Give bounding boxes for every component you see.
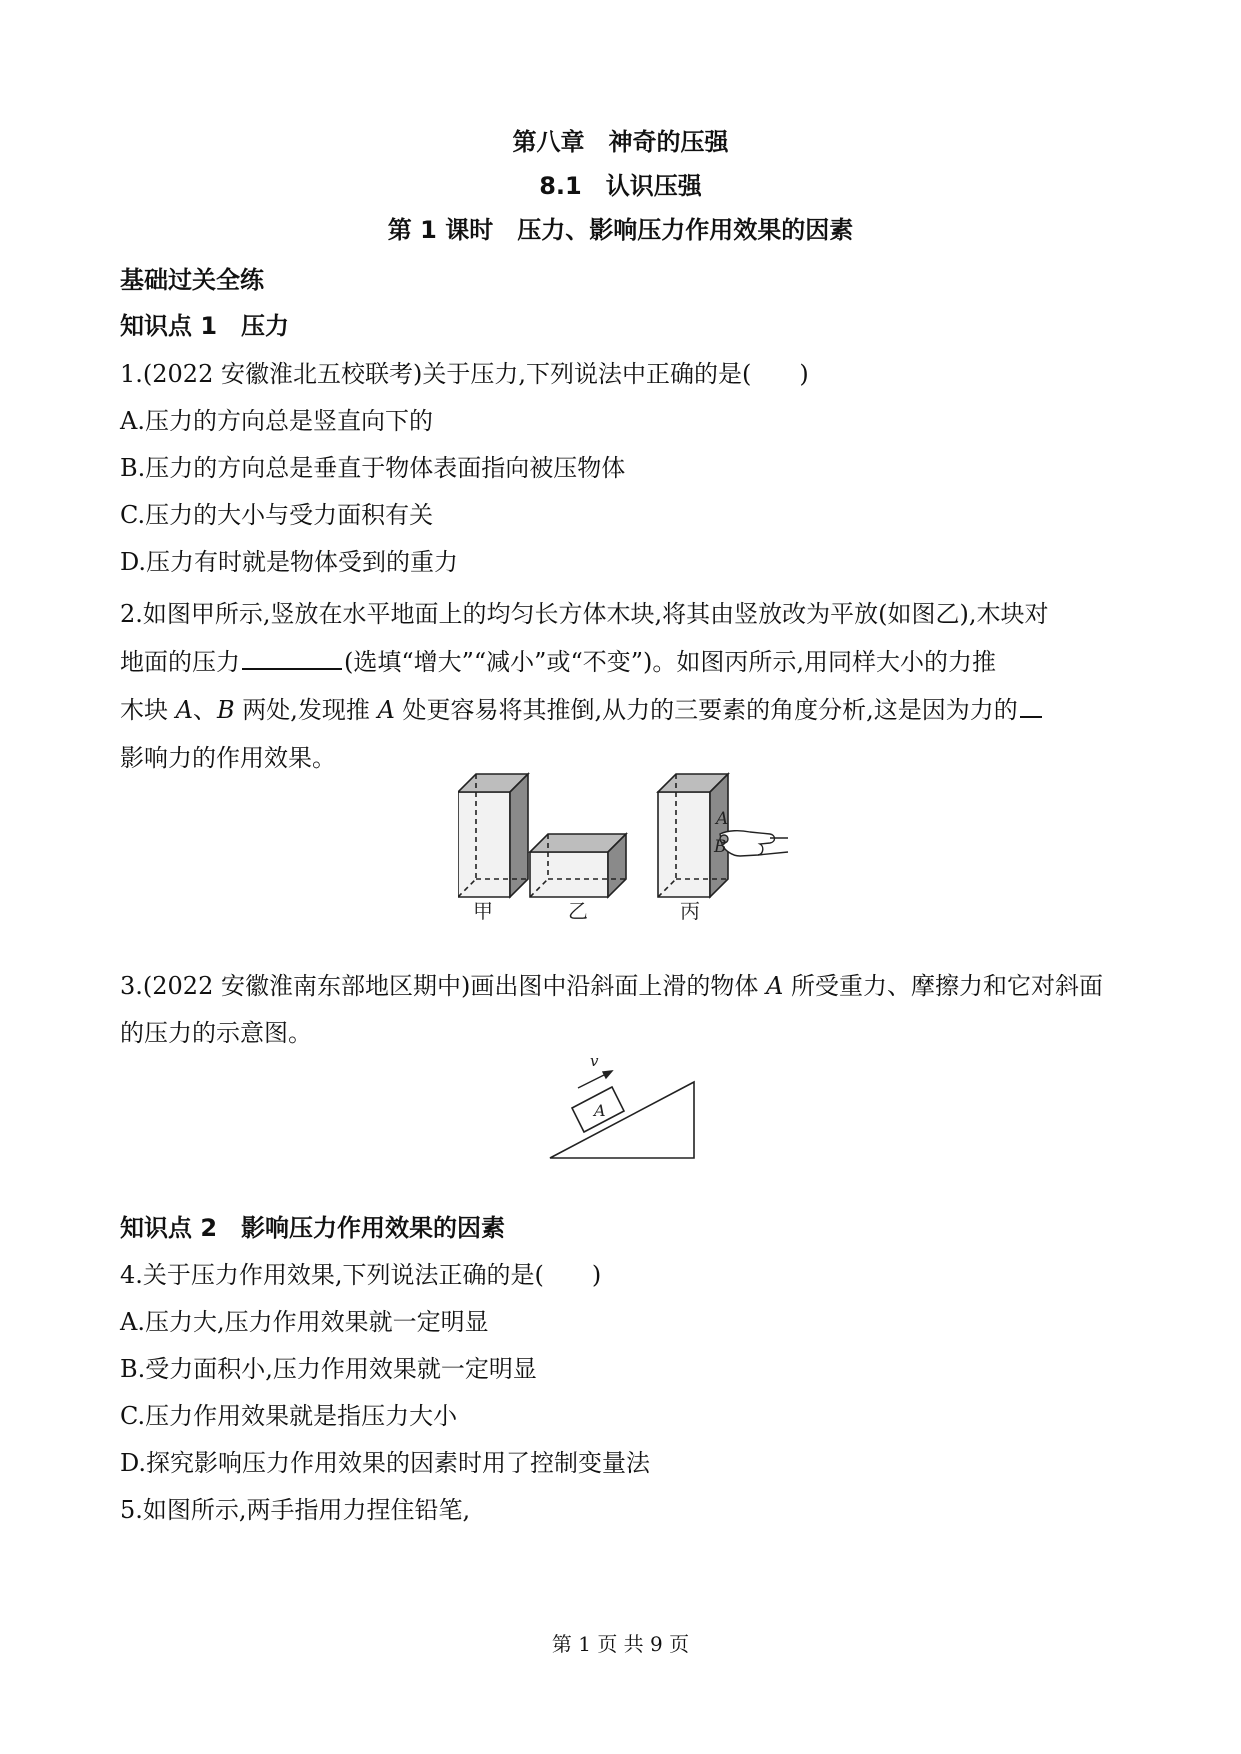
label-yi: 乙 <box>568 899 588 922</box>
question-3-line-2: 的压力的示意图。 <box>120 1019 312 1047</box>
question-5-stem: 5.如图所示,两手指用力捏住铅笔, <box>120 1496 471 1524</box>
question-2-text: 地面的压力 <box>120 648 240 676</box>
question-1-stem: 1.(2022 安徽淮北五校联考)关于压力,下列说法中正确的是( ) <box>120 360 809 388</box>
question-4-option-a: A.压力大,压力作用效果就一定明显 <box>120 1308 489 1336</box>
question-2-line-2 <box>120 642 996 677</box>
question-4-stem: 4.关于压力作用效果,下列说法正确的是( ) <box>120 1261 602 1289</box>
practice-title: 基础过关全练 <box>120 266 264 294</box>
question-3-line-1 <box>120 966 1103 1001</box>
knowledge-point-1-title: 知识点 1 压力 <box>120 312 290 340</box>
question-2-text: (选填“增大”“减小”或“不变”)。如图丙所示,用同样大小的力推 <box>344 648 996 676</box>
question-2-line-1: 2.如图甲所示,竖放在水平地面上的均匀长方体木块,将其由竖放改为平放(如图乙),木块对 <box>120 600 1049 628</box>
label-bing: 丙 <box>680 899 700 922</box>
block-label: A <box>594 1101 606 1120</box>
question-1-option-d: D.压力有时就是物体受到的重力 <box>120 548 459 576</box>
question-2-text: 木块 <box>120 696 176 724</box>
question-2-text: 处更容易将其推倒,从力的三要素的角度分析,这是因为力的 <box>394 696 1018 724</box>
question-1-option-c: C.压力的大小与受力面积有关 <box>120 501 434 529</box>
velocity-arrow <box>578 1071 612 1088</box>
variable-a: A <box>377 696 395 724</box>
question-2-line-4: 影响力的作用效果。 <box>120 744 336 772</box>
question-4-option-b: B.受力面积小,压力作用效果就一定明显 <box>120 1355 537 1383</box>
answer-blank-2[interactable] <box>1020 694 1042 718</box>
question-3-text: 所受重力、摩擦力和它对斜面 <box>783 972 1103 1000</box>
hand-icon <box>720 831 788 856</box>
answer-blank-1[interactable] <box>242 646 342 670</box>
variable-a: A <box>765 972 784 1000</box>
incline <box>550 1082 694 1158</box>
velocity-label: v <box>590 1052 599 1070</box>
chapter-title: 第八章 神奇的压强 <box>512 128 729 156</box>
point-a-label: A <box>716 809 729 829</box>
question-1-option-a: A.压力的方向总是竖直向下的 <box>120 407 433 435</box>
variable-b: B <box>216 696 235 724</box>
question-3-text: 3.(2022 安徽淮南东部地区期中)画出图中沿斜面上滑的物体 <box>120 972 766 1000</box>
lesson-title: 第 1 课时 压力、影响压力作用效果的因素 <box>387 216 854 244</box>
label-jia: 甲 <box>473 899 493 922</box>
question-1-option-b: B.压力的方向总是垂直于物体表面指向被压物体 <box>120 454 626 482</box>
question-3-figure <box>548 1050 698 1162</box>
question-4-option-d: D.探究影响压力作用效果的因素时用了控制变量法 <box>120 1449 651 1477</box>
question-2-line-3 <box>120 690 1044 725</box>
question-2-figure <box>458 772 798 922</box>
block-pushed <box>658 774 728 897</box>
question-4-option-c: C.压力作用效果就是指压力大小 <box>120 1402 458 1430</box>
section-title: 8.1 认识压强 <box>539 172 702 200</box>
block-upright <box>458 774 528 897</box>
block-flat <box>530 834 626 897</box>
variable-a: A <box>175 696 193 724</box>
knowledge-point-2-title: 知识点 2 影响压力作用效果的因素 <box>120 1214 506 1242</box>
page-footer: 第 1 页 共 9 页 <box>551 1632 690 1656</box>
question-2-text: 、 <box>192 696 217 724</box>
point-b-label: B <box>714 837 727 857</box>
question-2-text: 两处,发现推 <box>234 696 378 724</box>
